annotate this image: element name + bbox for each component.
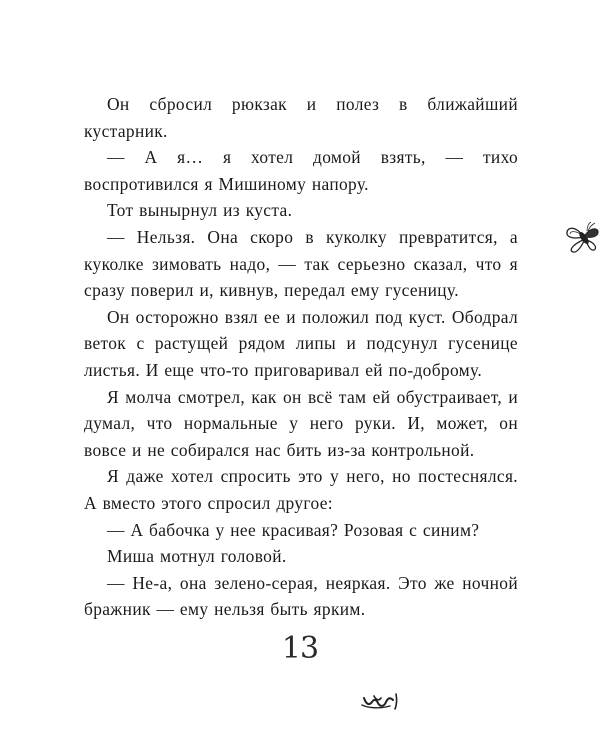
paragraph-8: — А бабочка у нее красивая? Розовая с синим? — [107, 519, 480, 540]
paragraph-3: Тот вынырнул из куста. — [107, 200, 293, 221]
page-number: 13 — [281, 631, 319, 666]
paragraph-5: Он осторожно взял ее и положил под куст. Ободрал веток с растущей рядом липы и подсунул гусенице листья. И еще что-то приговаривал ей по-доброму. — [84, 306, 518, 380]
squiggle-ornament-icon — [360, 690, 402, 712]
story-text — [84, 91, 518, 623]
paragraph-4: — Нельзя. Она скоро в куколку превратится, а куколке зимовать надо, — так серьезно сказал, что я сразу поверил и, кивнув, передал ему гусеницу. — [84, 226, 518, 301]
paragraph-2: — А я… я хотел домой взять, — тихо воспротивился я Мишиному напору. — [84, 147, 518, 194]
paragraph-7: Я даже хотел спросить это у него, но постеснялся. А вместо этого спросил другое: — [84, 466, 518, 513]
paragraph-10: — Не-а, она зелено-серая, неяркая. Это же ночной бражник — ему нельзя быть ярким. — [84, 572, 518, 620]
paragraph-9: Миша мотнул головой. — [107, 546, 287, 567]
paragraph-6: Я молча смотрел, как он всё там ей обустраивает, и думал, что нормальные у него руки. И, может, он вовсе и не собирался нас бить из-за контрольной. — [84, 386, 518, 460]
paragraph-1: Он сбросил рюкзак и полез в ближайший кустарник. — [84, 94, 518, 141]
moth-icon — [564, 222, 600, 254]
